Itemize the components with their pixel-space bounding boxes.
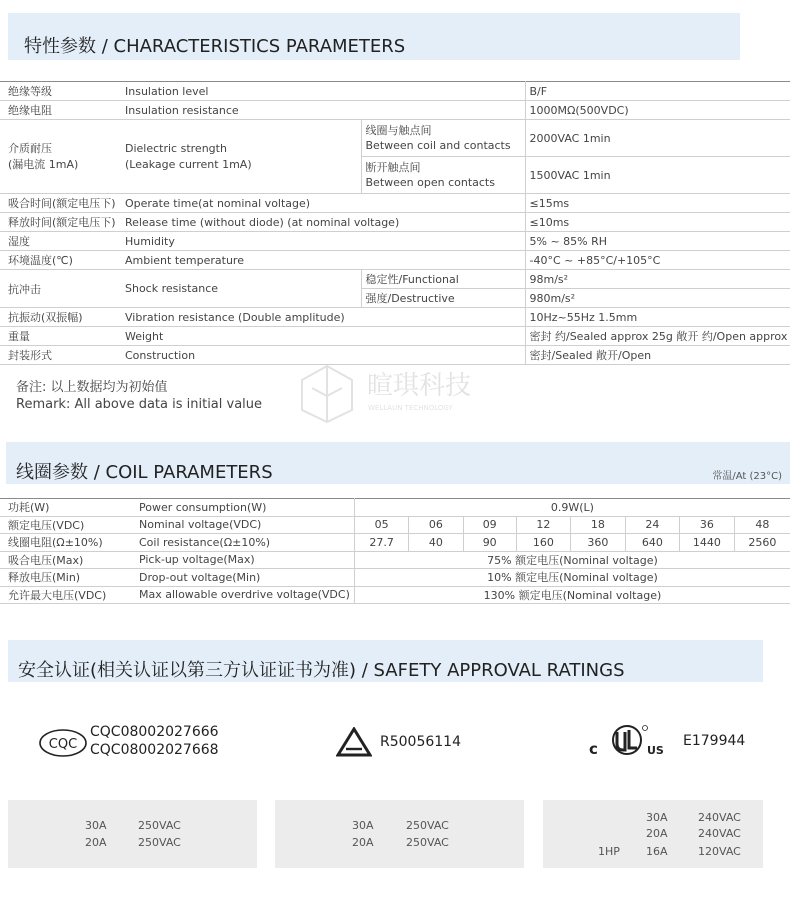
coil-param-cn: 吸合电压(Max) [0, 551, 135, 569]
param-en: Weight [121, 327, 525, 346]
cqc-number-2: CQC08002027668 [90, 742, 219, 758]
coil-param-cn: 额定电压(VDC) [0, 516, 135, 534]
coil-param-en: Max allowable overdrive voltage(VDC) [135, 586, 354, 604]
param-en: Operate time(at nominal voltage) [121, 194, 525, 213]
param-cn: 封装形式 [0, 346, 121, 365]
param-cn [0, 120, 121, 194]
param-value: 密封/Sealed 敞开/Open [525, 346, 790, 365]
characteristics-table [0, 81, 790, 365]
table-row [0, 101, 790, 120]
param-en: Ambient temperature [121, 251, 525, 270]
resistance-cell: 2560 [734, 534, 790, 552]
param-value: ≤10ms [525, 213, 790, 232]
param-cn: 抗冲击 [0, 270, 121, 308]
tuv-triangle-icon [336, 727, 372, 757]
coil-param-en: Drop-out voltage(Min) [135, 569, 354, 587]
resistance-cell: 1440 [679, 534, 734, 552]
param-value: 密封 约/Sealed approx 25g 敞开 约/Open approx [525, 327, 790, 346]
voltage-cell: 05 [354, 516, 408, 534]
dielectric-cn-1: 介质耐压 [8, 141, 52, 155]
resistance-cell: 40 [409, 534, 463, 552]
voltage-cell: 36 [679, 516, 734, 534]
rating-current: 20A [352, 836, 374, 849]
cqc-number-1: CQC08002027666 [90, 724, 219, 740]
param-value: 1500VAC 1min [525, 157, 790, 194]
param-en: Release time (without diode) (at nominal voltage) [121, 213, 525, 232]
table-row [0, 308, 790, 327]
voltage-cell: 18 [570, 516, 625, 534]
dielectric-en-2: (Leakage current 1mA) [125, 157, 252, 171]
param-value: ≤15ms [525, 194, 790, 213]
table-row [0, 569, 790, 587]
rating-voltage: 120VAC [698, 845, 741, 858]
rating-voltage: 250VAC [138, 836, 181, 849]
rating-current: 30A [352, 819, 374, 832]
rating-current: 30A [85, 819, 107, 832]
param-cn: 绝缘等级 [0, 82, 121, 101]
param-value: 1000MΩ(500VDC) [525, 101, 790, 120]
sub-param-en: Between coil and contacts [365, 139, 511, 152]
watermark-cn: 暄琪科技 [367, 371, 472, 401]
param-value: 10Hz~55Hz 1.5mm [525, 308, 790, 327]
coil-param-en: Coil resistance(Ω±10%) [135, 534, 354, 552]
watermark-logo [292, 352, 497, 427]
table-row [0, 251, 790, 270]
table-row [0, 120, 790, 157]
table-row [0, 213, 790, 232]
remark-en: Remark: All above data is initial value [16, 397, 263, 412]
param-cn: 抗振动(双振幅) [0, 308, 121, 327]
param-cn: 重量 [0, 327, 121, 346]
sub-param-cn: 断开触点间 [365, 161, 421, 174]
rating-voltage: 250VAC [138, 819, 181, 832]
sub-param: 强度/Destructive [361, 289, 525, 308]
rating-current: 16A [646, 845, 668, 858]
safety-title: 安全认证(相关认证以第三方认证证书为准) / SAFETY APPROVAL RATINGS [18, 660, 625, 681]
sub-param [361, 120, 525, 157]
coil-title: 线圈参数 / COIL PARAMETERS [16, 462, 273, 483]
param-en: Construction [121, 346, 525, 365]
coil-param-cn: 允许最大电压(VDC) [0, 586, 135, 604]
sub-param: 稳定性/Functional [361, 270, 525, 289]
cqc-rating-box [8, 800, 257, 868]
param-value: 98m/s² [525, 270, 790, 289]
table-row [0, 194, 790, 213]
tuv-number: R50056114 [380, 734, 461, 750]
tuv-rating-box [275, 800, 524, 868]
dielectric-en-1: Dielectric strength [125, 141, 227, 155]
resistance-cell: 27.7 [354, 534, 408, 552]
table-row [0, 586, 790, 604]
coil-param-en: Power consumption(W) [135, 499, 354, 517]
param-en: Insulation resistance [121, 101, 525, 120]
coil-value: 75% 额定电压(Nominal voltage) [354, 551, 790, 569]
table-row [0, 534, 790, 552]
coil-param-cn: 功耗(W) [0, 499, 135, 517]
param-cn: 绝缘电阻 [0, 101, 121, 120]
voltage-cell: 12 [516, 516, 570, 534]
rating-current: 30A [646, 811, 668, 824]
table-row [0, 82, 790, 101]
table-row [0, 270, 790, 289]
coil-table [0, 498, 790, 604]
resistance-cell: 160 [516, 534, 570, 552]
param-cn: 环境温度(℃) [0, 251, 121, 270]
coil-note: 常温/At (23°C) [712, 471, 782, 482]
voltage-cell: 09 [463, 516, 516, 534]
cul-us-logo-icon [589, 724, 671, 758]
voltage-cell: 06 [409, 516, 463, 534]
remark-cn: 备注: 以上数据均为初始值 [16, 380, 168, 395]
param-value: 980m/s² [525, 289, 790, 308]
param-cn: 吸合时间(额定电压下) [0, 194, 121, 213]
watermark-en: WELLAUN TECHNOLOGY [368, 404, 453, 412]
coil-value: 10% 额定电压(Nominal voltage) [354, 569, 790, 587]
coil-param-cn: 释放电压(Min) [0, 569, 135, 587]
rating-voltage: 250VAC [406, 819, 449, 832]
rating-hp: 1HP [598, 845, 620, 858]
table-row [0, 551, 790, 569]
cqc-logo-icon [38, 728, 88, 758]
coil-value: 0.9W(L) [354, 499, 790, 517]
voltage-cell: 24 [625, 516, 679, 534]
table-row [0, 499, 790, 517]
cul-c-letter: c [589, 740, 598, 758]
characteristics-title: 特性参数 / CHARACTERISTICS PARAMETERS [24, 36, 406, 57]
param-cn: 湿度 [0, 232, 121, 251]
coil-param-en: Nominal voltage(VDC) [135, 516, 354, 534]
rating-voltage: 240VAC [698, 811, 741, 824]
coil-param-cn: 线圈电阻(Ω±10%) [0, 534, 135, 552]
param-en [121, 120, 361, 194]
rating-voltage: 250VAC [406, 836, 449, 849]
rating-current: 20A [85, 836, 107, 849]
coil-param-en: Pick-up voltage(Max) [135, 551, 354, 569]
param-en: Shock resistance [121, 270, 361, 308]
resistance-cell: 360 [570, 534, 625, 552]
resistance-cell: 90 [463, 534, 516, 552]
voltage-cell: 48 [734, 516, 790, 534]
dielectric-cn-2: (漏电流 1mA) [8, 157, 79, 171]
coil-value: 130% 额定电压(Nominal voltage) [354, 586, 790, 604]
table-row [0, 327, 790, 346]
ul-number: E179944 [683, 733, 746, 749]
rating-voltage: 240VAC [698, 827, 741, 840]
table-row [0, 232, 790, 251]
param-value: 5% ~ 85% RH [525, 232, 790, 251]
param-value: 2000VAC 1min [525, 120, 790, 157]
rating-current: 20A [646, 827, 668, 840]
table-row [0, 516, 790, 534]
sub-param-en: Between open contacts [365, 176, 495, 189]
param-en: Vibration resistance (Double amplitude) [121, 308, 525, 327]
param-value: -40°C ~ +85°C/+105°C [525, 251, 790, 270]
param-value: B/F [525, 82, 790, 101]
sub-param-cn: 线圈与触点间 [365, 124, 432, 137]
cul-us-letters: US [647, 744, 664, 757]
resistance-cell: 640 [625, 534, 679, 552]
cqc-logo-text: CQC [48, 737, 78, 752]
sub-param [361, 157, 525, 194]
param-en: Insulation level [121, 82, 525, 101]
param-en: Humidity [121, 232, 525, 251]
param-cn: 释放时间(额定电压下) [0, 213, 121, 232]
